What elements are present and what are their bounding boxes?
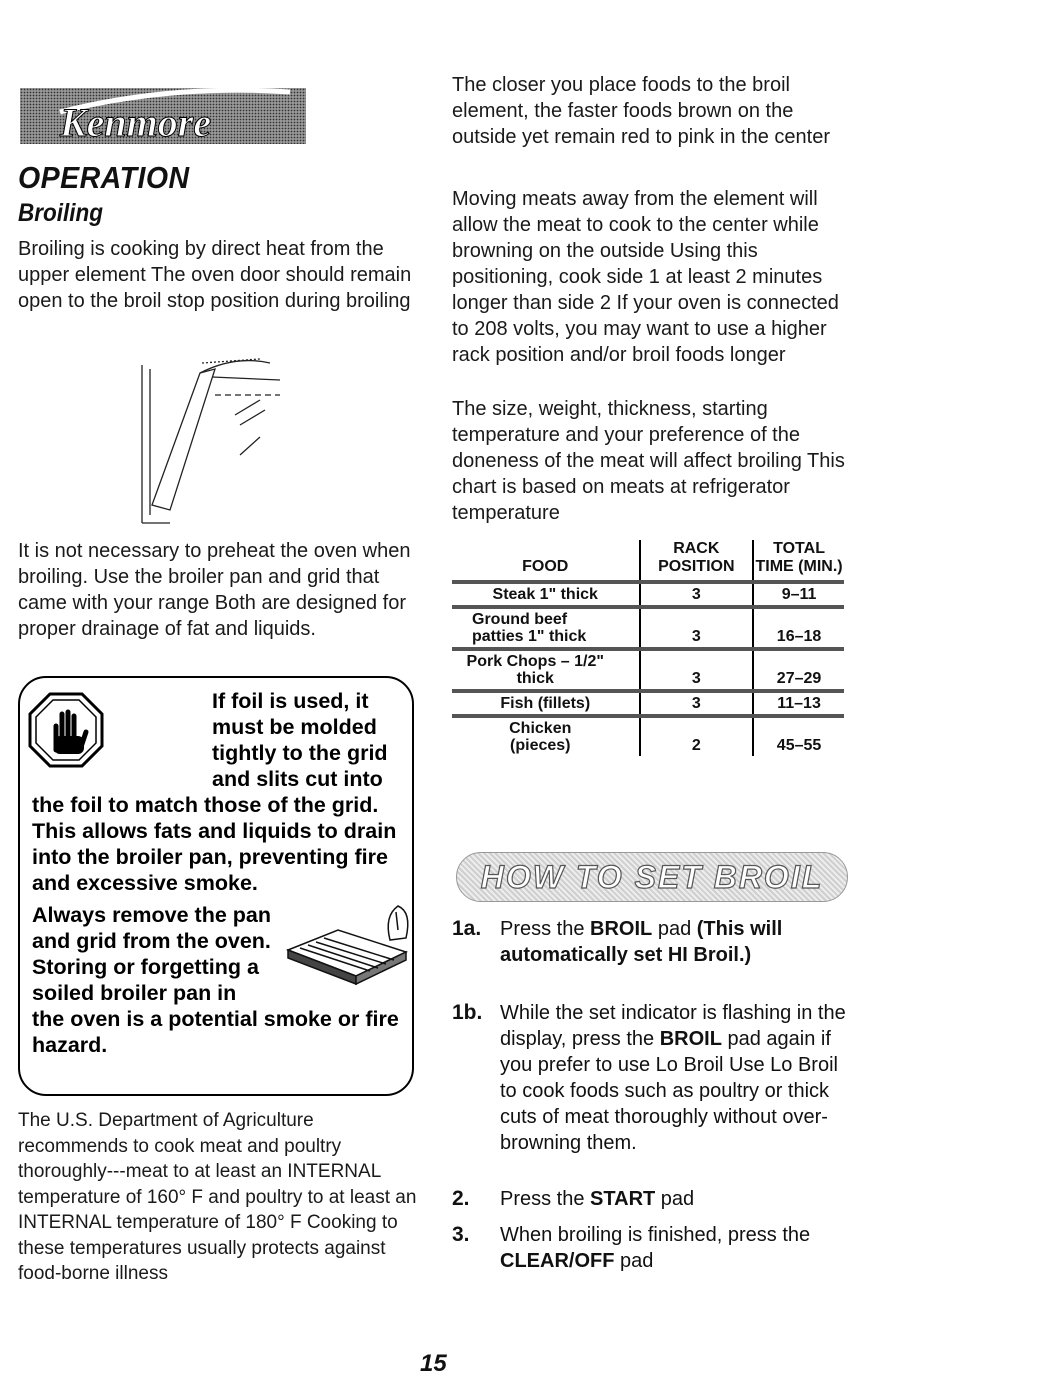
food-cell: Chicken (pieces) <box>509 720 572 754</box>
how-to-banner-bg <box>456 852 848 902</box>
step-note: (This will automatically set HI Broil.) <box>500 918 783 966</box>
clear-off-key: CLEAR/OFF <box>500 1250 615 1272</box>
step-text: pad <box>655 1188 695 1210</box>
time-cell: 11–13 <box>753 691 844 716</box>
time-cell: 9–11 <box>753 582 844 607</box>
food-cell: Fish (fillets) <box>500 695 591 712</box>
table-row <box>452 607 844 649</box>
step-body <box>500 1000 850 1156</box>
page-number: 15 <box>420 1350 447 1377</box>
food-cell: Steak 1" thick <box>492 586 598 603</box>
usda-note: The U.S. Department of Agriculture recommends to cook meat and poultry thoroughly---meat to at least an INTERNAL temperature of 160° F and poultry to at least an INTERNAL temperature of 180° F Cooking to these temperatures usually protects against food-borne illness <box>18 1110 417 1284</box>
col-header-rack-1: RACK <box>673 540 720 557</box>
step-text: pad again if you prefer to use Lo Broil Use Lo Broil to cook foods such as poultry or thick cuts of meat thoroughly without over-browning them. <box>500 1028 838 1154</box>
subsection-title: Broiling <box>18 199 103 227</box>
rack-cell: 2 <box>640 716 754 756</box>
table-row <box>452 691 844 716</box>
table-row <box>452 649 844 691</box>
time-cell: 16–18 <box>753 607 844 649</box>
right-para-2: Moving meats away from the element will allow the meat to cook to the center while browning on the outside Using this positioning, cook side 1 at least 2 minutes longer than side 2 If your oven is connected to 208 volts, you may want to use a higher rack position and/or broil foods longer <box>452 188 839 366</box>
logo-wordmark: Kenmore <box>60 100 212 145</box>
step-number: 1b. <box>452 1001 483 1024</box>
step-number: 3. <box>452 1223 470 1246</box>
rack-cell: 3 <box>640 582 754 607</box>
pan-warning-text-content: Always remove the pan and grid from the oven. Storing or forgetting a soiled broiler pan in the oven is a potential smoke or fire hazard. <box>32 903 399 1057</box>
col-header-time-2: TIME (MIN.) <box>755 558 843 575</box>
time-cell: 27–29 <box>753 649 844 691</box>
start-key: START <box>590 1188 656 1210</box>
step-text: Press the <box>500 1188 591 1210</box>
rack-cell: 3 <box>640 649 754 691</box>
right-para-3: The size, weight, thickness, starting temperature and your preference of the doneness of the meat will affect broiling This chart is based on meats at refrigerator temperature <box>452 398 845 524</box>
broil-key: BROIL <box>659 1028 722 1050</box>
right-para-1: The closer you place foods to the broil element, the faster foods brown on the outside yet remain red to pink in the center <box>452 74 830 148</box>
step-body <box>500 1222 850 1274</box>
broil-table <box>452 540 844 756</box>
step-1a <box>452 916 852 996</box>
step-body <box>500 1186 850 1212</box>
step-2 <box>452 1186 852 1216</box>
kenmore-logo <box>20 82 310 146</box>
step-text: pad <box>614 1250 654 1272</box>
section-title: OPERATION <box>18 160 190 195</box>
col-header-food: FOOD <box>522 558 569 575</box>
how-to-banner <box>456 852 848 902</box>
step-number: 2. <box>452 1187 470 1210</box>
broiler-pan-icon <box>278 900 416 990</box>
table-row <box>452 582 844 607</box>
step-body <box>500 916 850 968</box>
preheat-note: It is not necessary to preheat the oven when broiling. Use the broiler pan and grid that came with your range Both are designed for proper drainage of fat and liquids. <box>18 540 411 640</box>
col-header-rack-2: POSITION <box>658 558 735 575</box>
oven-door-illustration <box>140 355 300 525</box>
rack-cell: 3 <box>640 691 754 716</box>
broil-key: BROIL <box>590 918 653 940</box>
how-to-banner-text: HOW TO SET BROIL <box>480 859 824 895</box>
col-header-time <box>753 540 844 582</box>
col-header-time-1: TOTAL <box>773 540 825 557</box>
broil-chart <box>452 540 844 830</box>
step-3 <box>452 1222 852 1278</box>
rack-cell: 3 <box>640 607 754 649</box>
col-header-rack <box>640 540 754 582</box>
step-text: When broiling is finished, press the <box>500 1224 811 1246</box>
time-cell: 45–55 <box>753 716 844 756</box>
broiling-intro: Broiling is cooking by direct heat from the upper element The oven door should remain open to the broil stop position during broiling <box>18 238 412 312</box>
step-text: While the set indicator is flashing in the display, press the <box>500 1002 846 1050</box>
food-cell: Pork Chops – 1/2" thick <box>466 653 604 687</box>
foil-warning-text-content: If foil is used, it must be molded tightly to the grid and slits cut into the foil to match those of the grid. This allows fats and liquids to drain into the broiler pan, preventing fire and excessive smoke. <box>32 689 397 895</box>
step-text: Press the <box>500 918 591 940</box>
stop-hand-icon <box>28 692 104 768</box>
step-text: pad <box>652 918 697 940</box>
step-1b <box>452 1000 852 1190</box>
food-cell: Ground beef patties 1" thick <box>472 611 587 645</box>
step-number: 1a. <box>452 917 482 940</box>
table-row <box>452 716 844 756</box>
